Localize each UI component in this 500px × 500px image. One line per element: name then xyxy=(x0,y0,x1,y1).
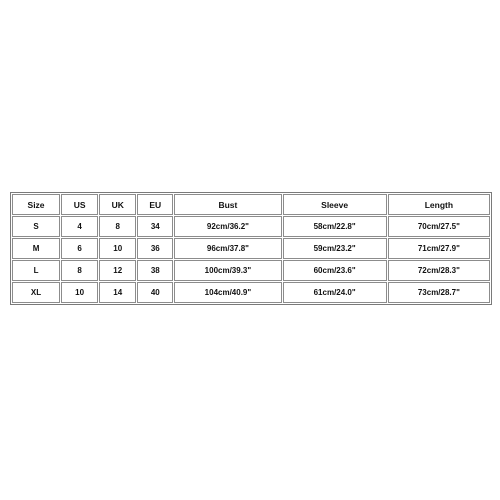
header-length: Length xyxy=(388,194,490,215)
header-size: Size xyxy=(12,194,60,215)
cell-us: 8 xyxy=(61,260,98,281)
table-header-row xyxy=(12,194,490,215)
cell-bust: 100cm/39.3" xyxy=(174,260,281,281)
table-row xyxy=(12,282,490,303)
cell-size: S xyxy=(12,216,60,237)
table-row xyxy=(12,260,490,281)
header-bust: Bust xyxy=(174,194,281,215)
header-us: US xyxy=(61,194,98,215)
cell-us: 4 xyxy=(61,216,98,237)
cell-bust: 92cm/36.2" xyxy=(174,216,281,237)
cell-uk: 8 xyxy=(99,216,136,237)
cell-uk: 10 xyxy=(99,238,136,259)
cell-us: 6 xyxy=(61,238,98,259)
cell-eu: 36 xyxy=(137,238,173,259)
header-uk: UK xyxy=(99,194,136,215)
header-sleeve: Sleeve xyxy=(283,194,387,215)
header-eu: EU xyxy=(137,194,173,215)
cell-eu: 38 xyxy=(137,260,173,281)
cell-length: 71cm/27.9" xyxy=(388,238,490,259)
cell-size: L xyxy=(12,260,60,281)
cell-uk: 14 xyxy=(99,282,136,303)
cell-size: M xyxy=(12,238,60,259)
table-row xyxy=(12,238,490,259)
cell-eu: 40 xyxy=(137,282,173,303)
cell-sleeve: 59cm/23.2" xyxy=(283,238,387,259)
cell-length: 70cm/27.5" xyxy=(388,216,490,237)
size-chart-table xyxy=(10,192,492,305)
cell-sleeve: 61cm/24.0" xyxy=(283,282,387,303)
table-row xyxy=(12,216,490,237)
cell-length: 73cm/28.7" xyxy=(388,282,490,303)
cell-bust: 96cm/37.8" xyxy=(174,238,281,259)
cell-bust: 104cm/40.9" xyxy=(174,282,281,303)
cell-uk: 12 xyxy=(99,260,136,281)
cell-sleeve: 60cm/23.6" xyxy=(283,260,387,281)
cell-size: XL xyxy=(12,282,60,303)
cell-eu: 34 xyxy=(137,216,173,237)
cell-sleeve: 58cm/22.8" xyxy=(283,216,387,237)
cell-length: 72cm/28.3" xyxy=(388,260,490,281)
cell-us: 10 xyxy=(61,282,98,303)
